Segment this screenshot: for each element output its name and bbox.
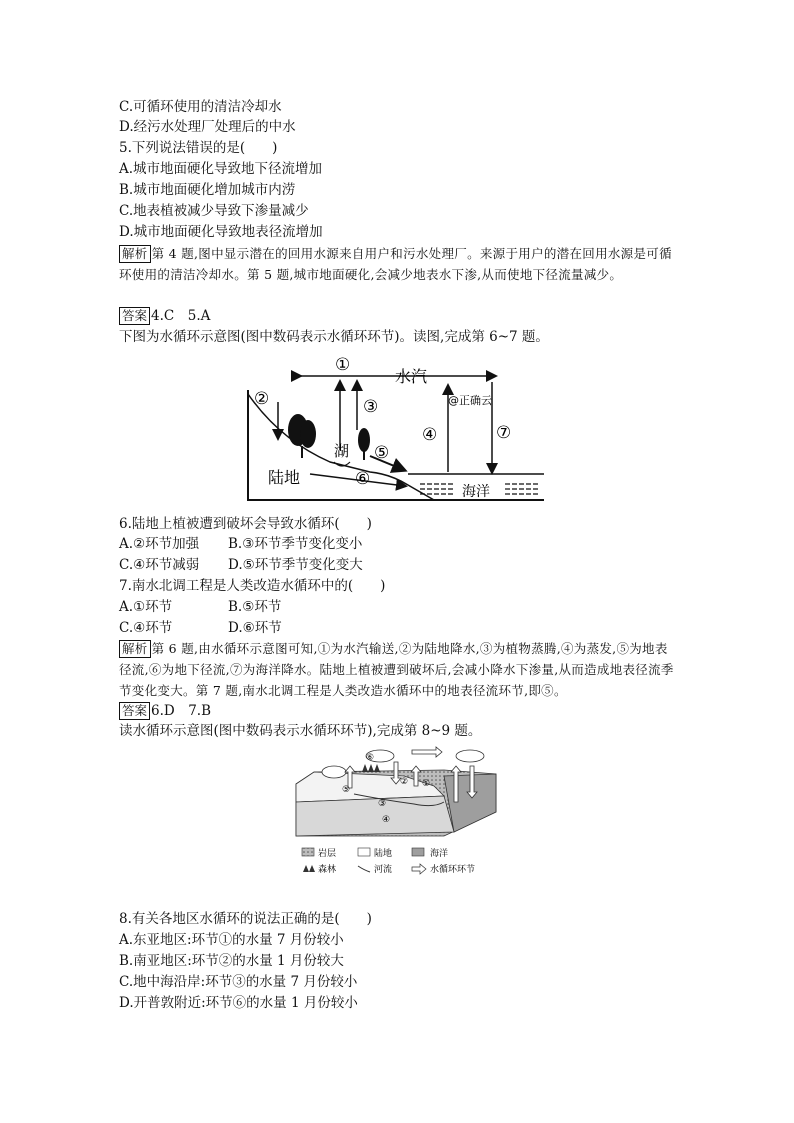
- q7-option-c: C.④环节: [119, 620, 173, 636]
- question-7-title: 7.南水北调工程是人类改造水循环中的( ): [119, 578, 386, 594]
- answer-text: 4.C 5.A: [151, 308, 211, 324]
- q5-option-a: A.城市地面硬化导致地下径流增加: [119, 161, 323, 177]
- label-7: ⑦: [496, 423, 512, 443]
- analysis-text: 第 4 题,图中显示潜在的回用水源来自用户和污水处理厂。来源于用户的潜在回用水源是可循环使用的清洁冷却水。第 5 题,城市地面硬化,会减少地表水下渗,从而使地下径流量减少。: [119, 246, 672, 282]
- q8-option-b: B.南亚地区:环节②的水量 1 月份较大: [119, 953, 344, 969]
- q6-row-1: [119, 534, 363, 554]
- label-land: 陆地: [268, 468, 301, 487]
- legend-land: 陆地: [374, 849, 393, 859]
- question-5-title: 5.下列说法错误的是( ): [119, 140, 278, 156]
- option-c: C.可循环使用的清洁冷却水: [119, 99, 282, 115]
- label-1: ①: [335, 355, 351, 375]
- q6-option-c: C.④环节减弱: [119, 557, 200, 573]
- q6-row-2: [119, 555, 363, 575]
- q7-row-2: [119, 618, 282, 638]
- analysis-text: 第 6 题,由水循环示意图可知,①为水汽输送,②为陆地降水,③为植物蒸腾,④为蒸发,⑤为地表径流,⑥为地下径流,⑦为海洋降水。陆地上植被遭到破坏后,会减小降水下渗量,从而造成地表径流季节变化变大。第 7 题,南水北调工程是人类改造水循环中的地表径流环节,即⑤。: [119, 641, 674, 698]
- answer-tag: 答案: [119, 307, 150, 325]
- water-cycle-diagram-2: [294, 742, 498, 882]
- analysis-tag: 解析: [119, 245, 151, 263]
- intro-8-9: 读水循环示意图(图中数码表示水循环环节),完成第 8~9 题。: [119, 723, 482, 739]
- label-lake: 湖: [334, 442, 350, 460]
- q7-row-1: [119, 597, 282, 617]
- d2-num-2: ②: [400, 777, 409, 787]
- analysis-block-2: [119, 638, 679, 701]
- d2-num-3: ③: [378, 799, 387, 809]
- d2-num-1: ①: [422, 779, 431, 789]
- q8-option-c: C.地中海沿岸:环节③的水量 7 月份较小: [119, 974, 358, 990]
- intro-6-7: 下图为水循环示意图(图中数码表示水循环环节)。读图,完成第 6~7 题。: [119, 329, 549, 345]
- label-vapor: 水汽: [395, 367, 428, 386]
- watermark: @正确云: [448, 394, 492, 407]
- q6-option-d: D.⑤环节季节变化变大: [228, 557, 363, 573]
- d2-num-5: ⑤: [342, 785, 351, 795]
- d2-num-4: ④: [382, 815, 391, 825]
- label-5: ⑤: [374, 443, 390, 463]
- q5-option-c: C.地表植被减少导致下渗量减少: [119, 203, 309, 219]
- legend-rock: 岩层: [318, 849, 337, 859]
- analysis-block-1: [119, 243, 679, 285]
- legend-cycle: 水循环环节: [430, 865, 476, 875]
- answer-text: 6.D 7.B: [151, 703, 212, 719]
- label-4: ④: [422, 425, 438, 445]
- analysis-tag: 解析: [119, 640, 151, 658]
- answer-block-2: [119, 701, 211, 721]
- answer-tag: 答案: [119, 702, 150, 720]
- q7-option-b: B.⑤环节: [228, 599, 282, 615]
- water-cycle-diagram-1: [240, 350, 552, 508]
- q5-option-b: B.城市地面硬化增加城市内涝: [119, 182, 296, 198]
- answer-block-1: [119, 306, 210, 326]
- option-d: D.经污水处理厂处理后的中水: [119, 119, 296, 135]
- q6-option-b: B.③环节季节变化变小: [228, 536, 363, 552]
- q7-option-a: A.①环节: [119, 599, 173, 615]
- legend-river: 河流: [374, 865, 393, 875]
- q7-option-d: D.⑥环节: [228, 620, 282, 636]
- question-6-title: 6.陆地上植被遭到破坏会导致水循环( ): [119, 516, 372, 532]
- legend-ocean: 海洋: [430, 849, 449, 859]
- q8-option-d: D.开普敦附近:环节⑥的水量 1 月份较小: [119, 995, 358, 1011]
- label-ocean: 海洋: [462, 484, 490, 500]
- q8-option-a: A.东亚地区:环节①的水量 7 月份较小: [119, 932, 344, 948]
- q6-option-a: A.②环节加强: [119, 536, 200, 552]
- d2-num-6: ⑥: [366, 753, 375, 763]
- legend-forest: 森林: [318, 865, 337, 875]
- q5-option-d: D.城市地面硬化导致地表径流增加: [119, 224, 323, 240]
- label-3: ③: [363, 397, 379, 417]
- question-8-title: 8.有关各地区水循环的说法正确的是( ): [119, 911, 372, 927]
- label-6: ⑥: [355, 469, 371, 489]
- label-2: ②: [254, 389, 270, 409]
